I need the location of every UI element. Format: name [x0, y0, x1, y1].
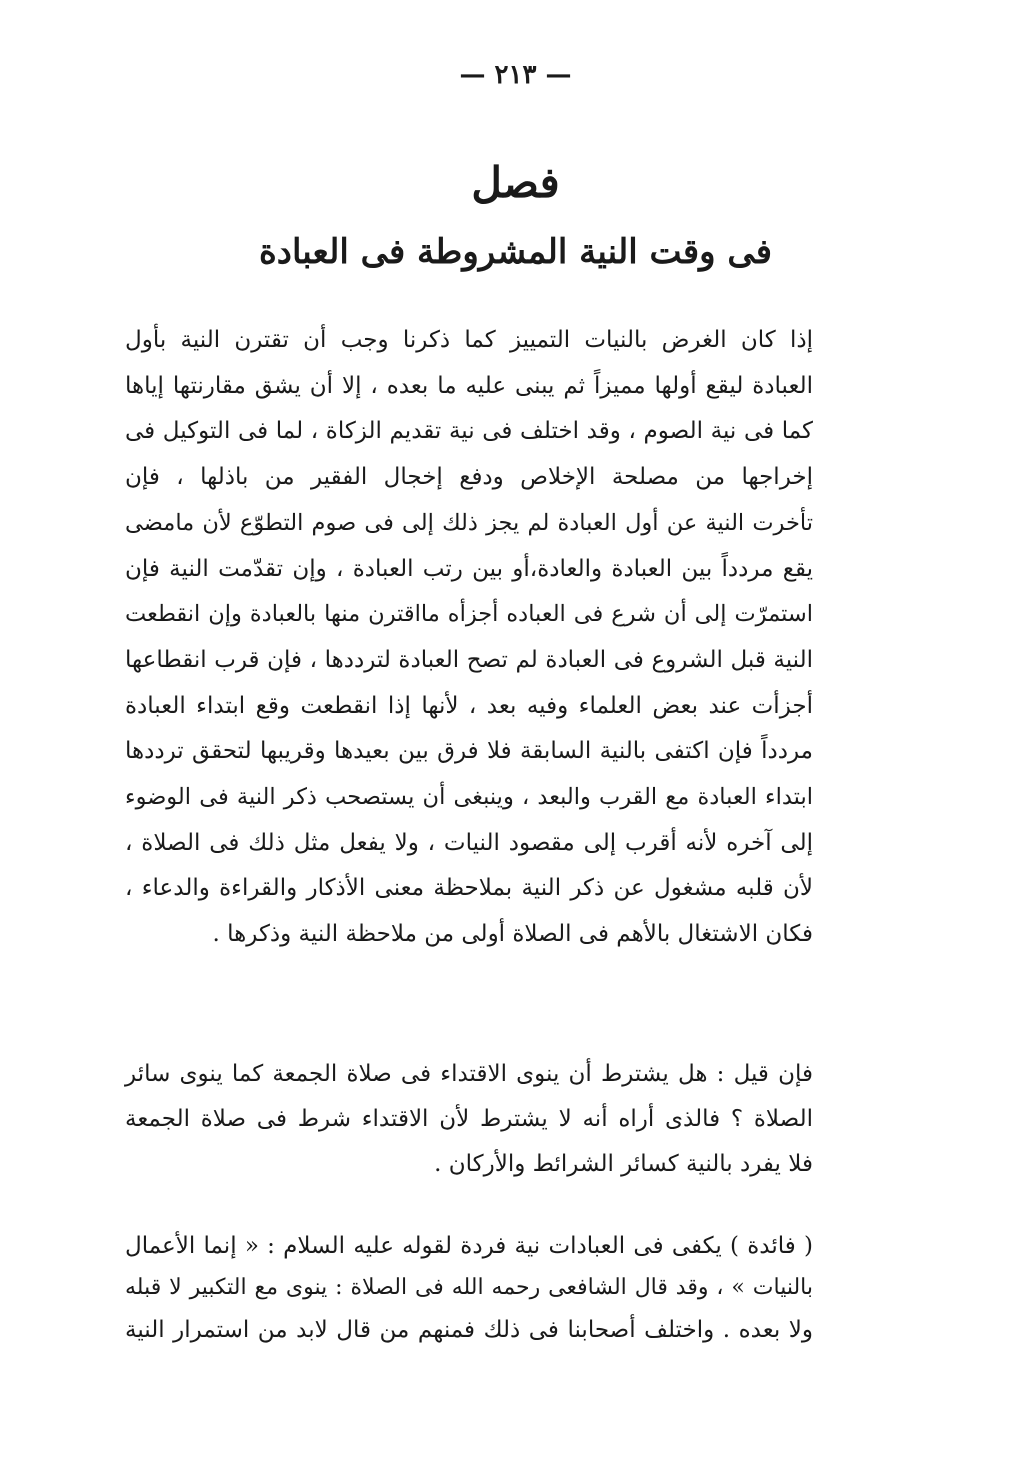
text-line: مردداً فإن اكتفى بالنية السابقة فلا فرق بين بعيدها وقريبها لتحقق ترددها: [125, 738, 813, 765]
text-line: النية قبل الشروع فى العبادة لم تصح العبادة لترددها ، فإن قرب انقطاعها: [125, 646, 813, 673]
section-title: فصل: [471, 158, 560, 207]
text-line: إلى آخره لأنه أقرب إلى مقصود النيات ، ولا يفعل مثل ذلك فى الصلاة ،: [125, 829, 813, 856]
text-line: أجزأت عند بعض العلماء وفيه بعد ، لأنها إذا انقطعت وقع ابتداء العبادة: [125, 692, 813, 719]
paragraph-note: [125, 1225, 813, 1351]
text-line: كما فى نية الصوم ، وقد اختلف فى نية تقديم الزكاة ، لما فى التوكيل فى: [125, 418, 813, 445]
paragraph-question: [125, 1052, 813, 1187]
text-line: استمرّت إلى أن شرع فى العباده أجزأه مااقترن منها بالعبادة وإن انقطعت: [125, 601, 813, 628]
text-line: إذا كان الغرض بالنيات التمييز كما ذكرنا وجب أن تقترن النية بأول: [125, 327, 813, 353]
section-subtitle: فى وقت النية المشروطة فى العبادة: [258, 232, 773, 272]
page-number: — ٢١٣ —: [459, 60, 572, 90]
text-line: يقع مردداً بين العبادة والعادة،أو بين رتب العبادة ، وإن تقدّمت النية فإن: [125, 555, 813, 582]
text-line: لأن قلبه مشغول عن ذكر النية بملاحظة معنى الأذكار والقراءة والدعاء ،: [125, 875, 813, 902]
text-line: ابتداء العبادة مع القرب والبعد ، وينبغى أن يستصحب ذكر النية فى الوضوء: [125, 784, 813, 811]
paragraph-main: [125, 318, 813, 958]
text-line: فكان الاشتغال بالأهم فى الصلاة أولى من ملاحظة النية وذكرها .: [212, 921, 813, 948]
text-line: فإن قيل : هل يشترط أن ينوى الاقتداء فى صلاة الجمعة كما ينوى سائر: [125, 1061, 813, 1087]
text-line: الصلاة ؟ فالذى أراه أنه لا يشترط لأن الاقتداء شرط فى صلاة الجمعة: [125, 1106, 813, 1132]
text-line: بالنيات » ، وقد قال الشافعى رحمه الله فى الصلاة : ينوى مع التكبير لا قبله: [125, 1275, 813, 1300]
text-line: العبادة ليقع أولها مميزاً ثم يبنى عليه ما بعده ، إلا أن يشق مقارنتها إياها: [125, 372, 813, 399]
text-line: فلا يفرد بالنية كسائر الشرائط والأركان .: [434, 1151, 813, 1177]
text-line: ( فائدة ) يكفى فى العبادات نية فردة لقوله عليه السلام : « إنما الأعمال: [125, 1233, 813, 1259]
text-line: إخراجها من مصلحة الإخلاص ودفع إخجال الفقير من باذلها ، فإن: [125, 464, 813, 491]
text-line: ولا بعده . واختلف أصحابنا فى ذلك فمنهم من قال لابد من استمرار النية: [125, 1317, 813, 1343]
text-line: تأخرت النية عن أول العبادة لم يجز ذلك إلى فى صوم التطوّع لأن مامضى: [125, 509, 813, 536]
